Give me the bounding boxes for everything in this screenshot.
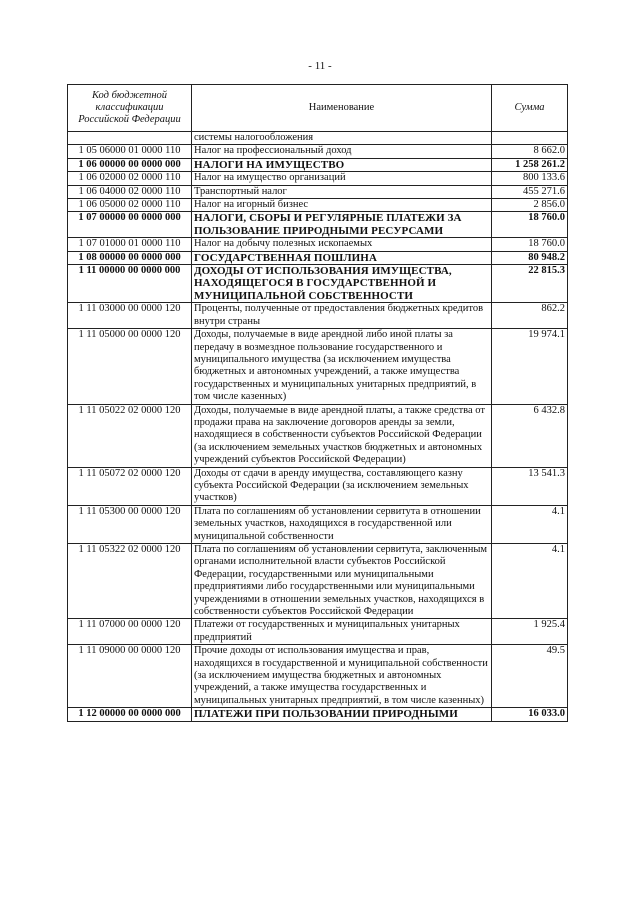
row-name: Проценты, полученные от предоставления бюджетных кредитов внутри страны [192,303,492,329]
row-sum: 18 760.0 [492,238,568,251]
row-code: 1 06 00000 00 0000 000 [68,158,192,171]
row-sum: 1 925.4 [492,619,568,645]
row-name: ГОСУДАРСТВЕННАЯ ПОШЛИНА [192,251,492,264]
row-sum: 4.1 [492,505,568,543]
row-name: Плата по соглашениям об установлении сервитута в отношении земельных участков, находящихся в государственной или муниципальной собственности [192,505,492,543]
row-sum: 19 974.1 [492,329,568,404]
row-name: Доходы, получаемые в виде арендной либо иной платы за передачу в возмездное пользование государственного и муниципального имущества (за исключением имущества бюджетных и автономных учреждений, а также имущества государственных и муниципальных унитарных предприятий, в том числе казенных) [192,329,492,404]
row-name: Налог на добычу полезных ископаемых [192,238,492,251]
row-name: Доходы от сдачи в аренду имущества, составляющего казну субъекта Российской Федерации (за исключением земельных участков) [192,467,492,505]
row-sum: 6 432.8 [492,404,568,467]
table-row [68,172,568,185]
table-header-row [68,85,568,132]
row-name: ПЛАТЕЖИ ПРИ ПОЛЬЗОВАНИИ ПРИРОДНЫМИ [192,708,492,721]
row-sum: 862.2 [492,303,568,329]
row-code: 1 11 09000 00 0000 120 [68,645,192,708]
row-code: 1 07 01000 01 0000 110 [68,238,192,251]
row-code: 1 06 04000 02 0000 110 [68,185,192,198]
table-row [68,303,568,329]
table-row [68,505,568,543]
row-sum: 18 760.0 [492,212,568,238]
row-name: Налог на имущество организаций [192,172,492,185]
row-name: Прочие доходы от использования имущества и прав, находящихся в государственной и муниципальной собственности (за исключением имущества бюджетных и автономных учреждений, а также имущества государственных и муниципальных унитарных предприятий, в том числе казенных) [192,645,492,708]
row-sum: 455 271.6 [492,185,568,198]
table-row [68,265,568,303]
table-row [68,467,568,505]
row-sum: 49.5 [492,645,568,708]
row-code: 1 11 03000 00 0000 120 [68,303,192,329]
table-row [68,544,568,619]
row-code: 1 11 05072 02 0000 120 [68,467,192,505]
row-sum: 8 662.0 [492,145,568,158]
table-row [68,158,568,171]
row-code: 1 11 05300 00 0000 120 [68,505,192,543]
row-code: 1 11 05022 02 0000 120 [68,404,192,467]
page-number: - 11 - [308,60,332,72]
row-sum: 800 133.6 [492,172,568,185]
row-name: НАЛОГИ, СБОРЫ И РЕГУЛЯРНЫЕ ПЛАТЕЖИ ЗА ПОЛЬЗОВАНИЕ ПРИРОДНЫМИ РЕСУРСАМИ [192,212,492,238]
row-name: Налог на игорный бизнес [192,199,492,212]
row-code [68,132,192,145]
table-row [68,404,568,467]
row-code: 1 07 00000 00 0000 000 [68,212,192,238]
row-code: 1 11 00000 00 0000 000 [68,265,192,303]
row-code: 1 05 06000 01 0000 110 [68,145,192,158]
table-row [68,185,568,198]
table-row [68,708,568,721]
table-row [68,132,568,145]
budget-table [67,84,568,722]
table-row [68,251,568,264]
row-code: 1 12 00000 00 0000 000 [68,708,192,721]
row-name: системы налогообложения [192,132,492,145]
row-sum [492,132,568,145]
row-name: НАЛОГИ НА ИМУЩЕСТВО [192,158,492,171]
row-name: ДОХОДЫ ОТ ИСПОЛЬЗОВАНИЯ ИМУЩЕСТВА, НАХОДЯЩЕГОСЯ В ГОСУДАРСТВЕННОЙ И МУНИЦИПАЛЬНОЙ СОБСТВЕННОСТИ [192,265,492,303]
row-code: 1 11 05322 02 0000 120 [68,544,192,619]
row-sum: 1 258 261.2 [492,158,568,171]
table-row [68,238,568,251]
table-row [68,645,568,708]
row-code: 1 06 05000 02 0000 110 [68,199,192,212]
table-row [68,329,568,404]
table-row [68,212,568,238]
table-row [68,619,568,645]
row-name: Доходы, получаемые в виде арендной платы, а также средства от продажи права на заключение договоров аренды за земли, находящиеся в собственности субъектов Российской Федерации (за исключением земельных участков бюджетных и автономных учреждений субъектов Российской Федерации) [192,404,492,467]
row-name: Платежи от государственных и муниципальных унитарных предприятий [192,619,492,645]
table-body [68,132,568,722]
row-sum: 80 948.2 [492,251,568,264]
row-code: 1 06 02000 02 0000 110 [68,172,192,185]
row-code: 1 08 00000 00 0000 000 [68,251,192,264]
row-name: Налог на профессиональный доход [192,145,492,158]
row-code: 1 11 05000 00 0000 120 [68,329,192,404]
row-sum: 2 856.0 [492,199,568,212]
row-name: Плата по соглашениям об установлении сервитута, заключенным органами исполнительной власти субъектов Российской Федерации, государственными или муниципальными предприятиями либо государственными или муниципальными учреждениями в отношении земельных участков, находящихся в собственности субъектов Российской Федерации [192,544,492,619]
row-sum: 13 541.3 [492,467,568,505]
row-sum: 16 033.0 [492,708,568,721]
row-name: Транспортный налог [192,185,492,198]
row-code: 1 11 07000 00 0000 120 [68,619,192,645]
row-sum: 22 815.3 [492,265,568,303]
header-code: Код бюджетной классификации Российской Федерации [68,85,192,132]
header-name: Наименование [192,85,492,132]
table-row [68,145,568,158]
header-sum: Сумма [492,85,568,132]
table-row [68,199,568,212]
row-sum: 4.1 [492,544,568,619]
